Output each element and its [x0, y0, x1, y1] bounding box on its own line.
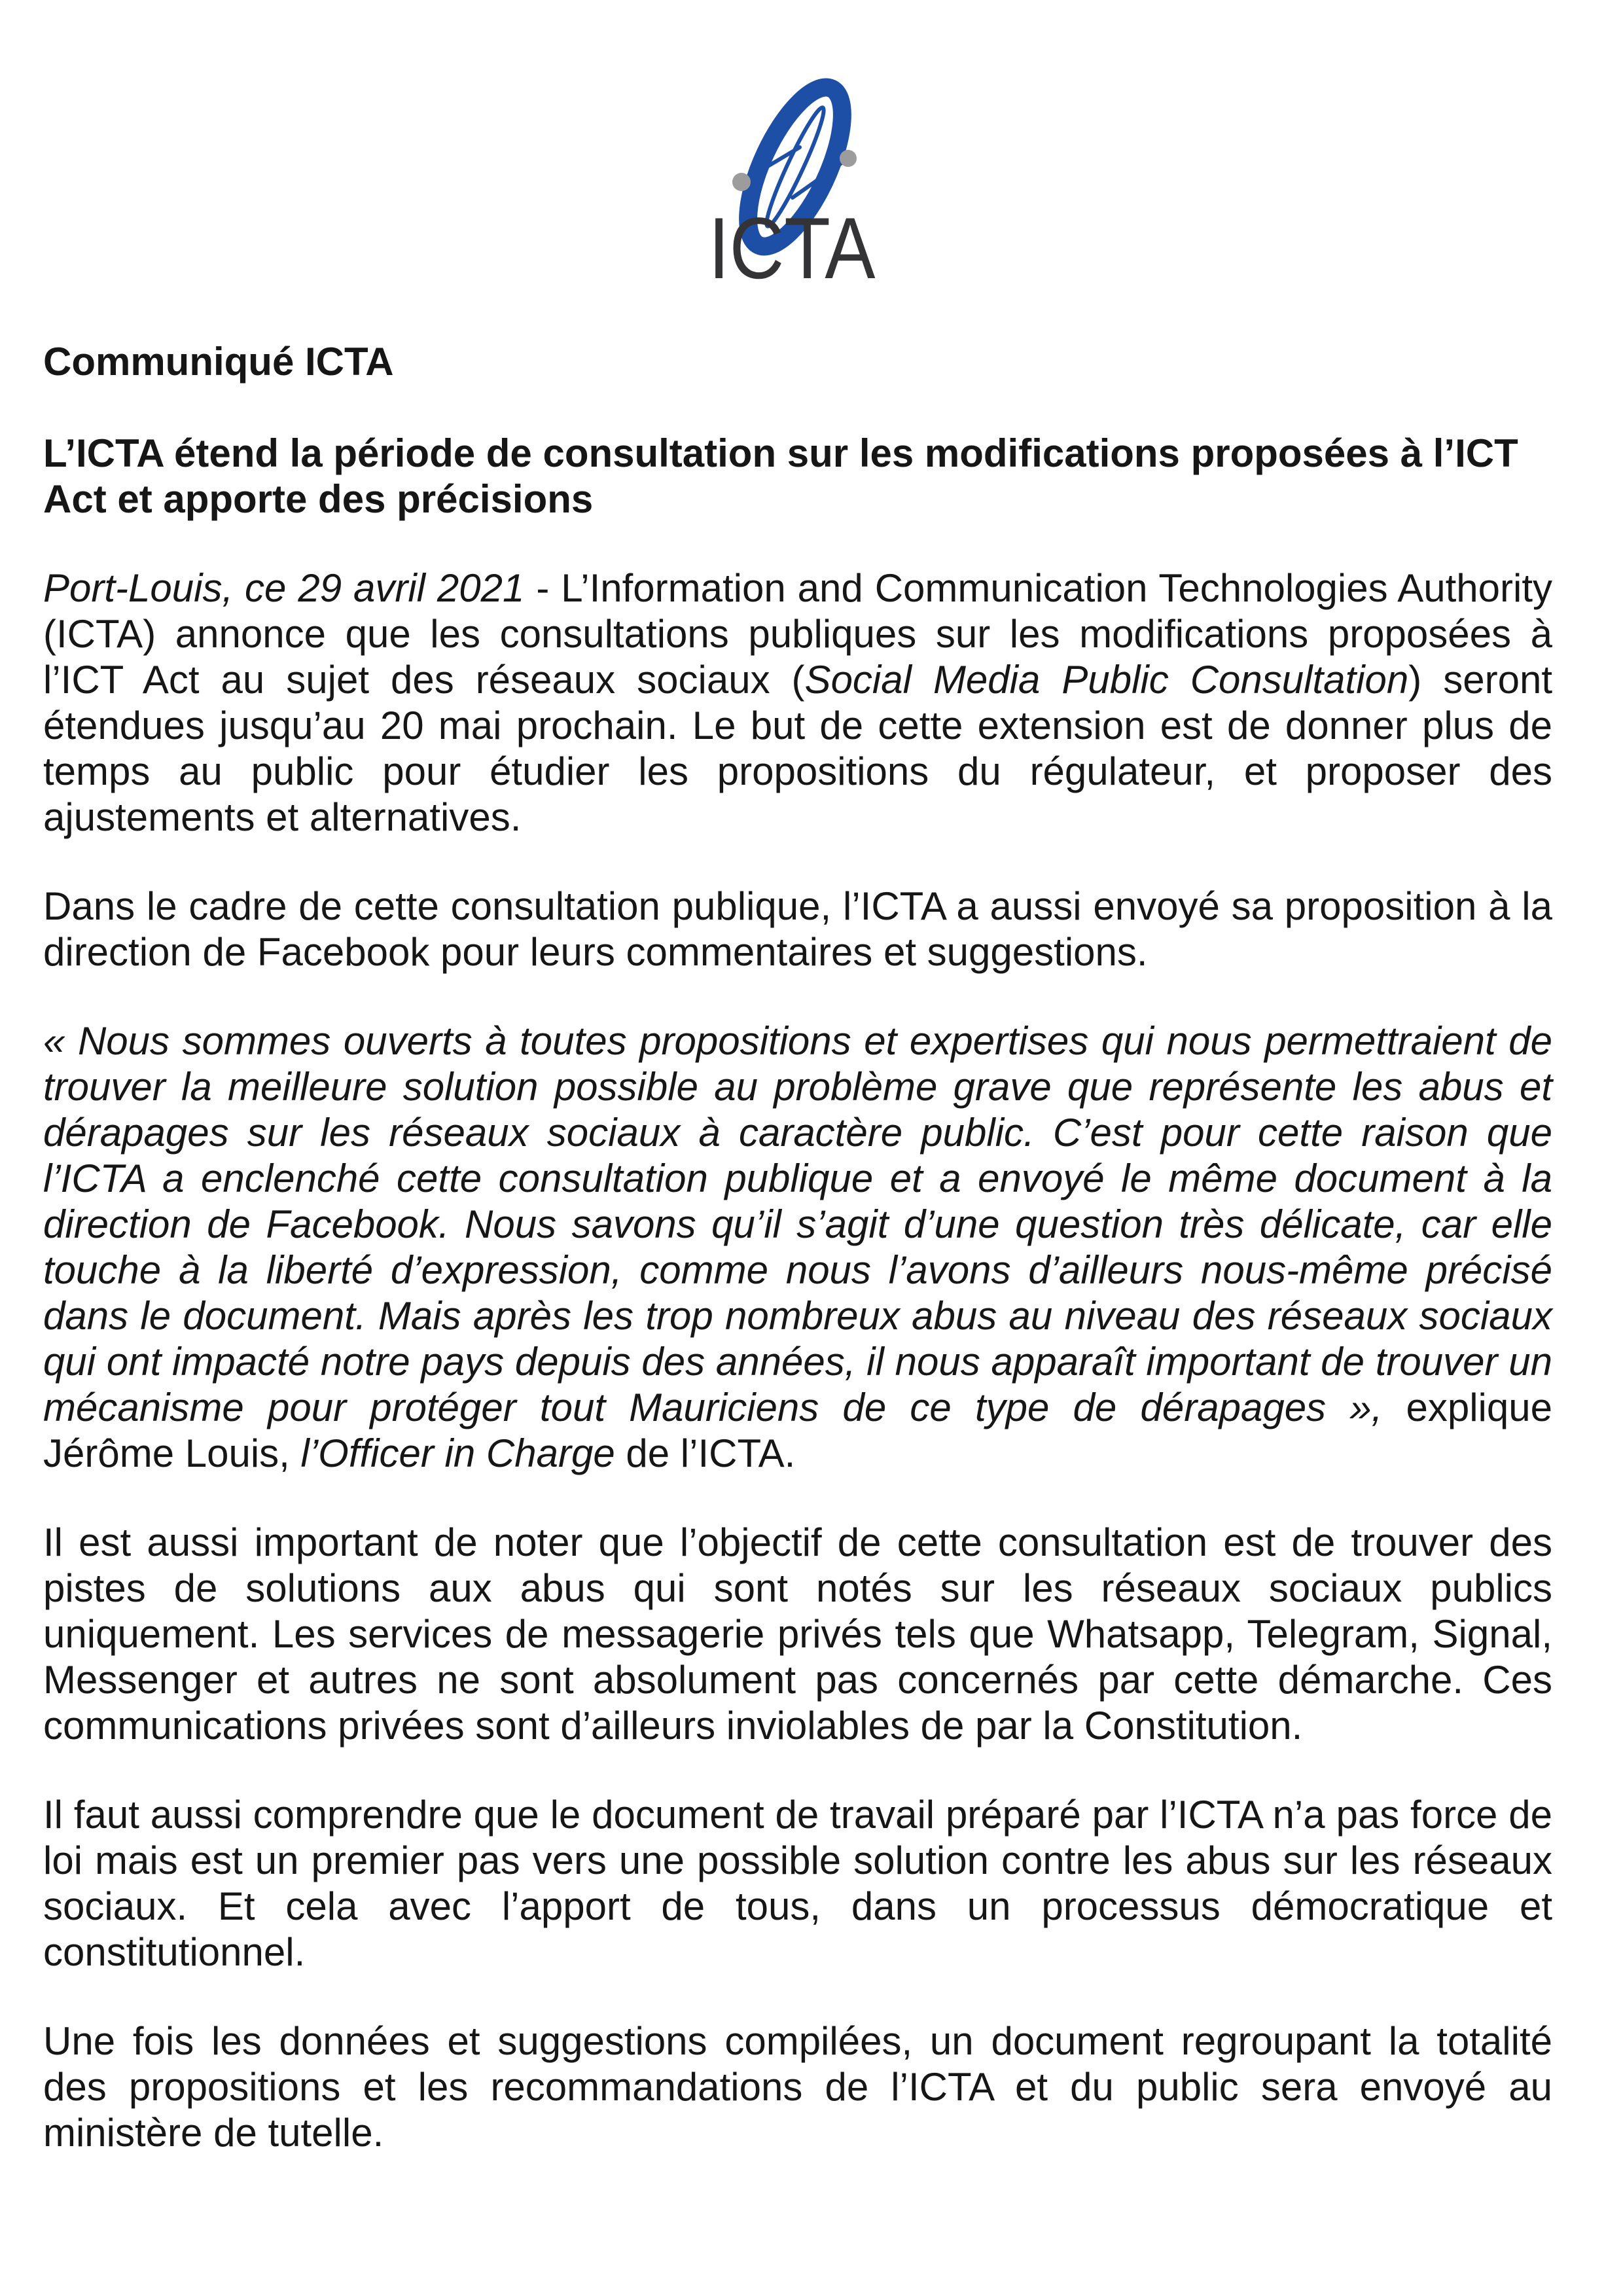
paragraph-dateline-intro: [43, 565, 1552, 840]
text-run: ) seront étendues jusqu’au 20 mai prochain. Le but de cette extension est de donner plus de temps au public pour étudier les propositions du régulateur, et proposer des ajustements et alternatives.: [43, 658, 1552, 839]
paragraph-working-document-status: [43, 1792, 1552, 1975]
text-run: de l’ICTA.: [626, 1431, 796, 1475]
text-run: Il faut aussi comprendre que le document de travail préparé par l’ICTA n’a pas force de loi mais est un premier pas vers une possible solution contre les abus sur les réseaux sociaux. Et cela avec l’apport de tous, dans un processus démocratique et constitutionnel.: [43, 1793, 1552, 1974]
paragraph-scope-public-networks: [43, 1520, 1552, 1749]
paragraph-facebook-proposal: [43, 884, 1552, 975]
italic-text-run: Social Media Public Consultation: [804, 658, 1409, 702]
kicker: Communiqué ICTA: [43, 340, 394, 384]
paragraph-quote: [43, 1018, 1552, 1477]
text-run: Dans le cadre de cette consultation publique, l’ICTA a aussi envoyé sa proposition à la direction de Facebook pour leurs commentaires et suggestions.: [43, 884, 1552, 974]
italic-text-run: « Nous sommes ouverts à toutes propositions et expertises qui nous permettraient de trouver la meilleure solution possible au problème grave que représente les abus et dérapages sur les réseaux sociaux à caractère public. C’est pour cette raison que l’ICTA a enclenché cette consultation publique et a envoyé le même document à la direction de Facebook. Nous savons qu’il s’agit d’une question très délicate, car elle touche à la liberté d’expression, comme nous l’avons d’ailleurs nous-même précisé dans le document. Mais après les trop nombreux abus au niveau des réseaux sociaux qui ont impacté notre pays depuis des années, il nous apparaît important de trouver un mécanisme pour protéger tout Mauriciens de ce type de dérapages »,: [43, 1019, 1552, 1429]
document-body: [43, 565, 1552, 2156]
text-run: Une fois les données et suggestions compilées, un document regroupant la totalité des propositions et les recommandations de l’ICTA et du public sera envoyé au ministère de tutelle.: [43, 2019, 1552, 2155]
paragraph-next-steps: [43, 2018, 1552, 2156]
text-run: Il est aussi important de noter que l’objectif de cette consultation est de trouver des pistes de solutions aux abus qui sont notés sur les réseaux sociaux publics uniquement. Les services de messagerie privés tels que Whatsapp, Telegram, Signal, Messenger et autres ne sont absolument pas concernés par cette démarche. Ces communications privées sont d’ailleurs inviolables de par la Constitution.: [43, 1520, 1552, 1748]
logo-wordmark: ICTA: [708, 200, 876, 288]
text-run: explique Jérôme Louis,: [43, 1386, 1552, 1475]
italic-text-run: Port-Louis, ce 29 avril 2021: [43, 566, 537, 610]
italic-text-run: l’Officer in Charge: [300, 1431, 626, 1475]
text-run: - L’Information and Communication Technologies Authority (ICTA) annonce que les consultations publiques sur les modifications proposées à l’ICT Act au sujet des réseaux sociaux (: [43, 566, 1552, 702]
page-title: L’ICTA étend la période de consultation sur les modifications proposées à l’ICT Act et apporte des précisions: [43, 431, 1518, 521]
